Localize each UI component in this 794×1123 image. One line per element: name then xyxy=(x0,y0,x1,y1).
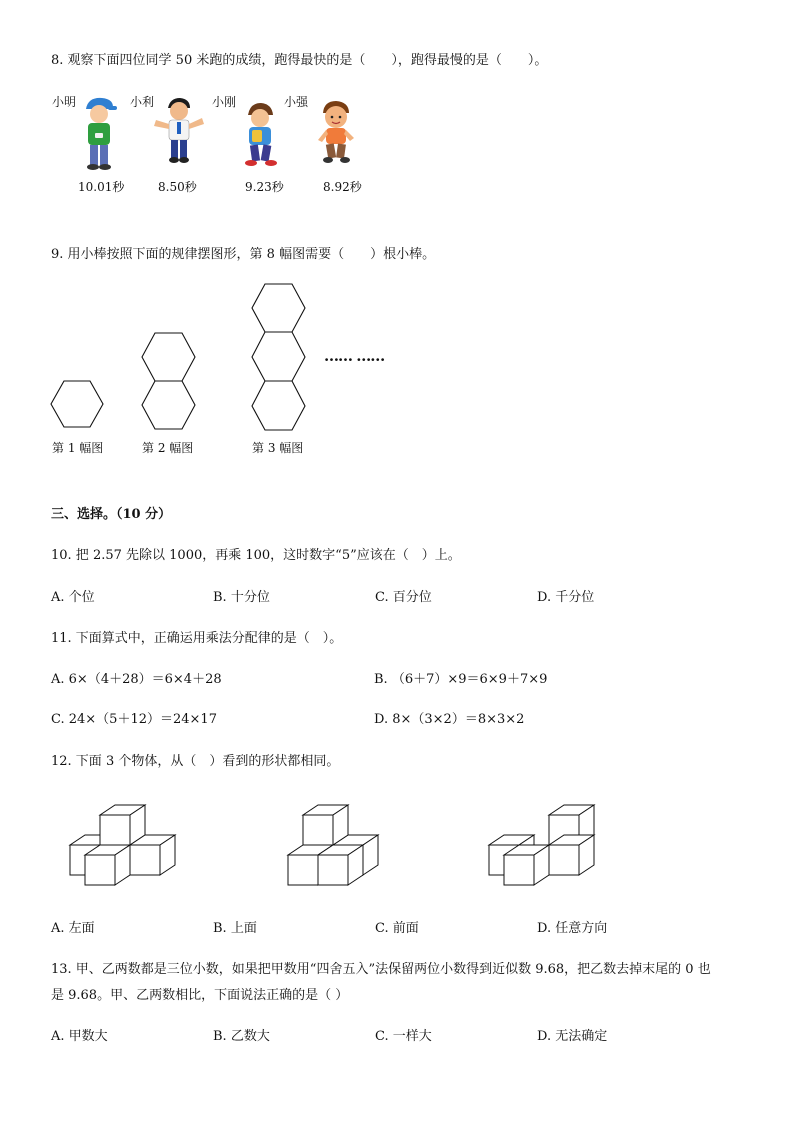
student-time-4: 8.92秒 xyxy=(323,180,362,194)
q11-option-a[interactable]: A. 6×（4＋28）＝6×4＋28 xyxy=(51,672,222,687)
cube-object-1 xyxy=(70,805,175,885)
q10-option-b[interactable]: B. 十分位 xyxy=(213,590,270,605)
q13-option-a[interactable]: A. 甲数大 xyxy=(51,1029,108,1044)
q9-text: 9. 用小棒按照下面的规律摆图形，第 8 幅图需要（ ）根小棒。 xyxy=(51,247,436,262)
q12-text: 12. 下面 3 个物体，从（ ）看到的形状都相同。 xyxy=(51,754,340,769)
figure-caption-1: 第 1 幅图 xyxy=(52,441,104,455)
cube-object-3 xyxy=(489,805,594,885)
q10-option-c[interactable]: C. 百分位 xyxy=(375,590,432,605)
q8-text: 8. 观察下面四位同学 50 米跑的成绩，跑得最快的是（ ），跑得最慢的是（ ）。 xyxy=(51,53,548,68)
figure-caption-3: 第 3 幅图 xyxy=(252,441,304,455)
figure-caption-2: 第 2 幅图 xyxy=(142,441,194,455)
q10-option-a[interactable]: A. 个位 xyxy=(51,590,95,605)
student-name-4: 小强 xyxy=(284,95,309,109)
q12-option-a[interactable]: A. 左面 xyxy=(51,921,95,936)
student-name-2: 小利 xyxy=(130,95,155,109)
q12-option-d[interactable]: D. 任意方向 xyxy=(537,921,608,936)
q10-text: 10. 把 2.57 先除以 1000，再乘 100，这时数字“5”应该在（ ）上。 xyxy=(51,548,461,563)
student-name-3: 小刚 xyxy=(212,95,237,109)
cube-object-2 xyxy=(288,805,378,885)
section-title: 三、选择。（10 分） xyxy=(51,507,172,522)
q13-option-d[interactable]: D. 无法确定 xyxy=(537,1029,608,1044)
q11-text: 11. 下面算式中，正确运用乘法分配律的是（ ）。 xyxy=(51,631,343,646)
q11-option-c[interactable]: C. 24×（5＋12）＝24×17 xyxy=(51,712,217,727)
student-time-1: 10.01秒 xyxy=(78,180,125,194)
q11-option-b[interactable]: B. （6＋7）×9＝6×9＋7×9 xyxy=(374,672,548,687)
q13-text-line1: 13. 甲、乙两数都是三位小数，如果把甲数用“四舍五入”法保留两位小数得到近似数 9.68，把乙数去掉末尾的 0 也 xyxy=(51,962,711,977)
q13-option-b[interactable]: B. 乙数大 xyxy=(213,1029,270,1044)
q10-option-d[interactable]: D. 千分位 xyxy=(537,590,595,605)
student-name-1: 小明 xyxy=(52,95,77,109)
q12-option-b[interactable]: B. 上面 xyxy=(213,921,257,936)
q13-option-c[interactable]: C. 一样大 xyxy=(375,1029,432,1044)
q12-option-c[interactable]: C. 前面 xyxy=(375,921,419,936)
student-time-3: 9.23秒 xyxy=(245,180,284,194)
student-time-2: 8.50秒 xyxy=(158,180,197,194)
q11-option-d[interactable]: D. 8×（3×2）＝8×3×2 xyxy=(374,712,525,727)
q13-text-line2: 是 9.68。甲、乙两数相比，下面说法正确的是（ ） xyxy=(51,988,349,1003)
pattern-ellipsis: …… …… xyxy=(324,347,385,365)
